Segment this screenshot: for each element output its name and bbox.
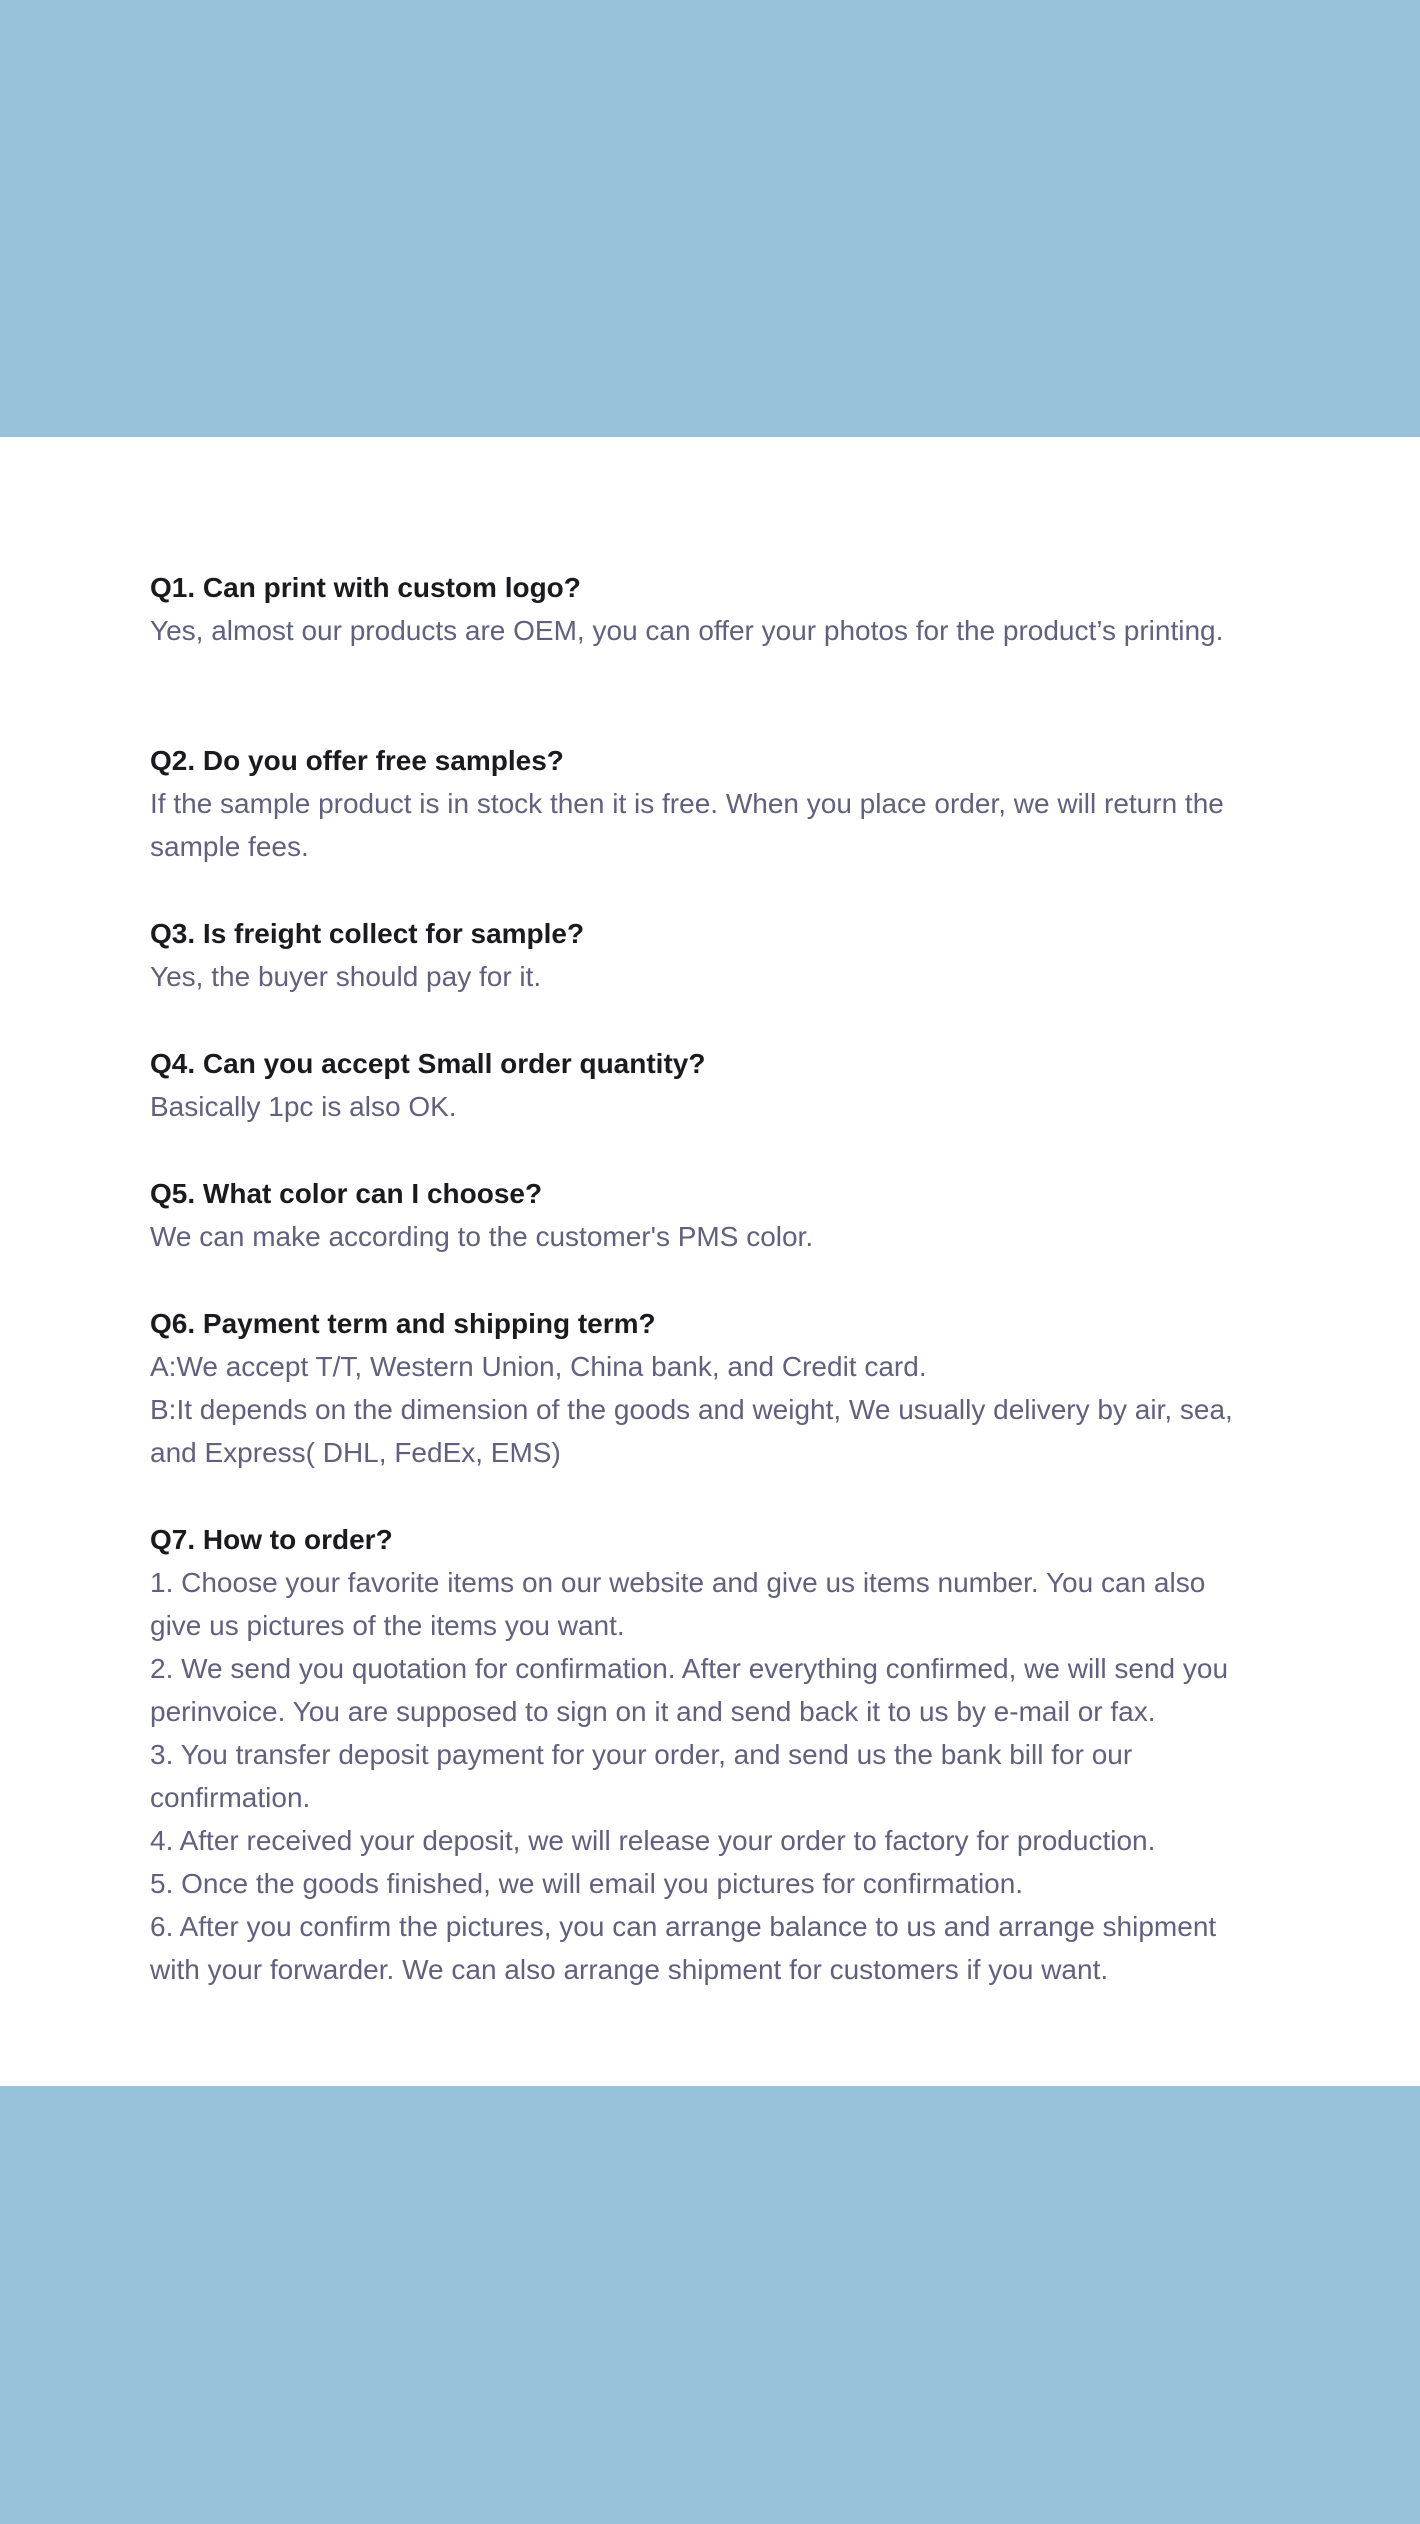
top-color-band <box>0 0 1420 437</box>
spacer <box>150 1128 1300 1172</box>
faq-question: Q1. Can print with custom logo? <box>150 572 581 603</box>
faq-item-q4 <box>150 1042 1300 1128</box>
faq-answer: Yes, the buyer should pay for it. <box>150 961 542 992</box>
spacer <box>150 1474 1300 1518</box>
faq-item-q1 <box>150 566 1300 652</box>
faq-answer-line: 3. You transfer deposit payment for your order, and send us the bank bill for our <box>150 1739 1133 1770</box>
faq-answer-line: 6. After you confirm the pictures, you can arrange balance to us and arrange shipment <box>150 1911 1217 1942</box>
faq-answer-line: A:We accept T/T, Western Union, China bank, and Credit card. <box>150 1351 927 1382</box>
spacer <box>150 1258 1300 1302</box>
faq-answer-line: 4. After received your deposit, we will release your order to factory for production. <box>150 1825 1156 1856</box>
faq-answer-line: perinvoice. You are supposed to sign on it and send back it to us by e-mail or fax. <box>150 1696 1156 1727</box>
spacer <box>150 868 1300 912</box>
spacer <box>150 652 1300 739</box>
faq-answer-line: 2. We send you quotation for confirmation. After everything confirmed, we will send you <box>150 1653 1229 1684</box>
faq-answer: Yes, almost our products are OEM, you can offer your photos for the product’s printing. <box>150 615 1224 646</box>
faq-item-q6 <box>150 1302 1300 1474</box>
faq-question: Q4. Can you accept Small order quantity? <box>150 1048 706 1079</box>
faq-question: Q3. Is freight collect for sample? <box>150 918 585 949</box>
faq-answer-line: give us pictures of the items you want. <box>150 1610 625 1641</box>
faq-answer-line: B:It depends on the dimension of the goods and weight, We usually delivery by air, sea, <box>150 1394 1233 1425</box>
faq-list <box>150 566 1300 1991</box>
faq-answer-line: sample fees. <box>150 831 309 862</box>
faq-answer-line: with your forwarder. We can also arrange shipment for customers if you want. <box>150 1954 1109 1985</box>
faq-answer: We can make according to the customer's PMS color. <box>150 1221 814 1252</box>
faq-answer-line: 5. Once the goods finished, we will email you pictures for confirmation. <box>150 1868 1024 1899</box>
faq-answer-line: and Express( DHL, FedEx, EMS) <box>150 1437 561 1468</box>
faq-answer-line: 1. Choose your favorite items on our website and give us items number. You can also <box>150 1567 1206 1598</box>
faq-item-q5 <box>150 1172 1300 1258</box>
faq-item-q3 <box>150 912 1300 998</box>
faq-question: Q2. Do you offer free samples? <box>150 745 564 776</box>
faq-content-area <box>0 437 1420 2086</box>
faq-item-q7 <box>150 1518 1300 1991</box>
faq-answer-line: If the sample product is in stock then it is free. When you place order, we will return the <box>150 788 1224 819</box>
faq-answer-line: confirmation. <box>150 1782 311 1813</box>
spacer <box>150 998 1300 1042</box>
bottom-color-band <box>0 2086 1420 2524</box>
faq-question: Q7. How to order? <box>150 1524 393 1555</box>
faq-item-q2 <box>150 739 1300 868</box>
faq-question: Q5. What color can I choose? <box>150 1178 543 1209</box>
faq-question: Q6. Payment term and shipping term? <box>150 1308 656 1339</box>
faq-answer: Basically 1pc is also OK. <box>150 1091 457 1122</box>
